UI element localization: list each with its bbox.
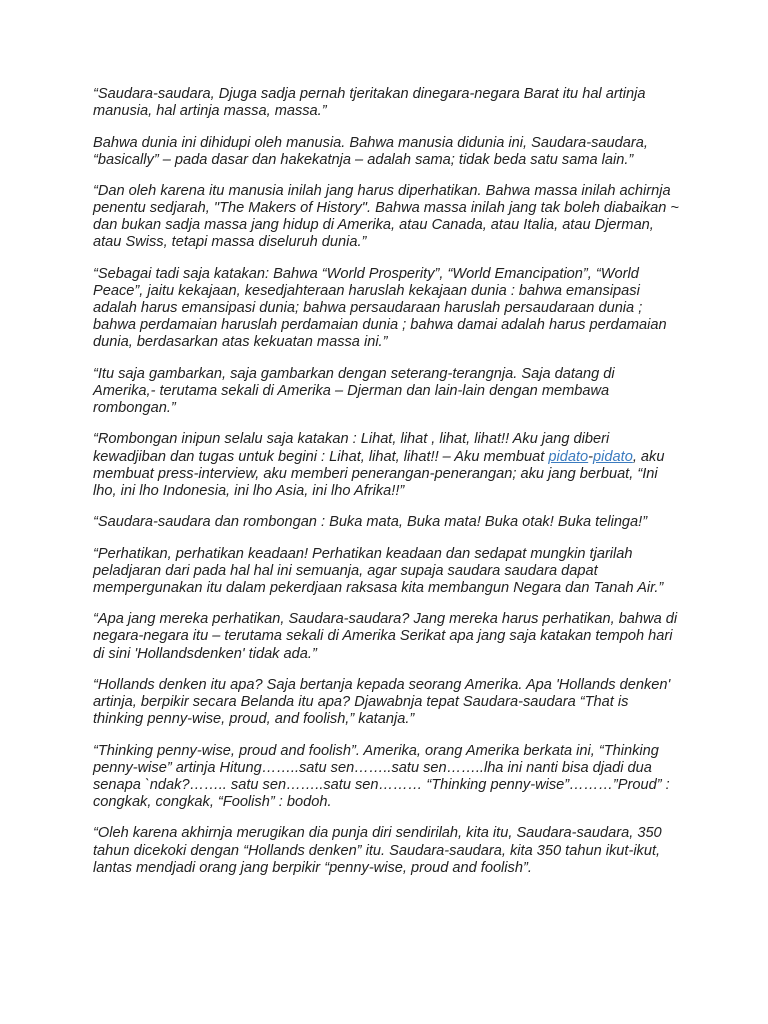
document-body bbox=[93, 86, 679, 891]
pidato-link[interactable]: pidato bbox=[548, 448, 589, 465]
paragraph-text: , aku membuat press-interview, aku memberi penerangan-penerangan; aku jang berbuat, “Ini lho, ini lho Indonesia, ini lho Asia, ini lho Afrika!!” bbox=[93, 448, 665, 499]
paragraph-text: “Rombongan inipun selalu saja katakan : Lihat, lihat , lihat, lihat!! Aku jang diberi kewadjiban dan tugas untuk begini : Lihat, lihat, lihat!! – Aku membuat bbox=[93, 431, 610, 465]
paragraph: “Thinking penny-wise, proud and foolish”. Amerika, orang Amerika berkata ini, “Thinking penny-wise” artinja Hitung……..satu sen……..satu sen……..lha ini nanti bisa djadi dua senapa `ndak?…….. satu sen……..satu sen……… “Thinking penny-wise”………”Proud” : congkak, congkak, “Foolish” : bodoh. bbox=[93, 742, 670, 810]
paragraph: “Hollands denken itu apa? Saja bertanja kepada seorang Amerika. Apa 'Hollands denken' artinja, berpikir secara Belanda itu apa? Djawabnja tepat Saudara-saudara “That is thinking penny-wise, proud, and foolish,” katanja.” bbox=[93, 677, 671, 728]
paragraph: “Itu saja gambarkan, saja gambarkan dengan seterang-terangnja. Saja datang di Amerika,- terutama sekali di Amerika – Djerman dan lain-lain dengan membawa rombongan.” bbox=[93, 365, 615, 416]
paragraph: “Sebagai tadi saja katakan: Bahwa “World Prosperity”, “World Emancipation”, “World Peace”, jaitu kekajaan, kesedjahteraan haruslah kekajaan dunia : bahwa emansipasi adalah harus emansipasi dunia; bahwa persaudaraan haruslah persaudaraan dunia ; bahwa perdamaian haruslah perdamaian dunia ; bahwa damai adalah harus perdamaian dunia, berdasarkan atas kekuatan massa ini.” bbox=[93, 265, 667, 351]
paragraph-with-links bbox=[93, 431, 679, 499]
pidato-link[interactable]: pidato bbox=[593, 448, 633, 465]
paragraph: “Saudara-saudara dan rombongan : Buka mata, Buka mata! Buka otak! Buka telinga!” bbox=[93, 514, 648, 531]
paragraph: “Oleh karena akhirnja merugikan dia punja diri sendirilah, kita itu, Saudara-saudara, 350 tahun dicekoki dengan “Hollands denken” itu. Saudara-saudara, kita 350 tahun ikut-ikut, lantas mendjadi orang jang berpikir “penny-wise, proud and foolish”. bbox=[93, 825, 662, 876]
paragraph: Bahwa dunia ini dihidupi oleh manusia. Bahwa manusia didunia ini, Saudara-saudara, “basically” – pada dasar dan hakekatnja – adalah sama; tidak beda satu sama lain.” bbox=[93, 134, 648, 168]
paragraph: “Perhatikan, perhatikan keadaan! Perhatikan keadaan dan sedapat mungkin tjarilah peladjaran dari pada hal hal ini semuanja, agar supaja saudara saudara dapat mempergunakan itu dalam pekerdjaan raksasa kita membangun Negara dan Tanah Air.” bbox=[93, 545, 664, 596]
paragraph: “Dan oleh karena itu manusia inilah jang harus diperhatikan. Bahwa massa inilah achirnja penentu sedjarah, "The Makers of History". Bahwa massa inilah jang tak boleh diabaikan ~ dan bukan sadja massa jang hidup di Amerika, atau Canada, atau Italia, atau Djerman, atau Swiss, tetapi massa diseluruh dunia.” bbox=[93, 183, 679, 251]
hyphen: - bbox=[588, 448, 594, 465]
paragraph: “Apa jang mereka perhatikan, Saudara-saudara? Jang mereka harus perhatikan, bahwa di negara-negara itu – terutama sekali di Amerika Serikat apa jang saja katakan tempoh hari di sini 'Hollandsdenken' tidak ada.” bbox=[93, 611, 678, 662]
paragraph: “Saudara-saudara, Djuga sadja pernah tjeritakan dinegara-negara Barat itu hal artinja manusia, hal artinja massa, massa.” bbox=[93, 86, 646, 120]
